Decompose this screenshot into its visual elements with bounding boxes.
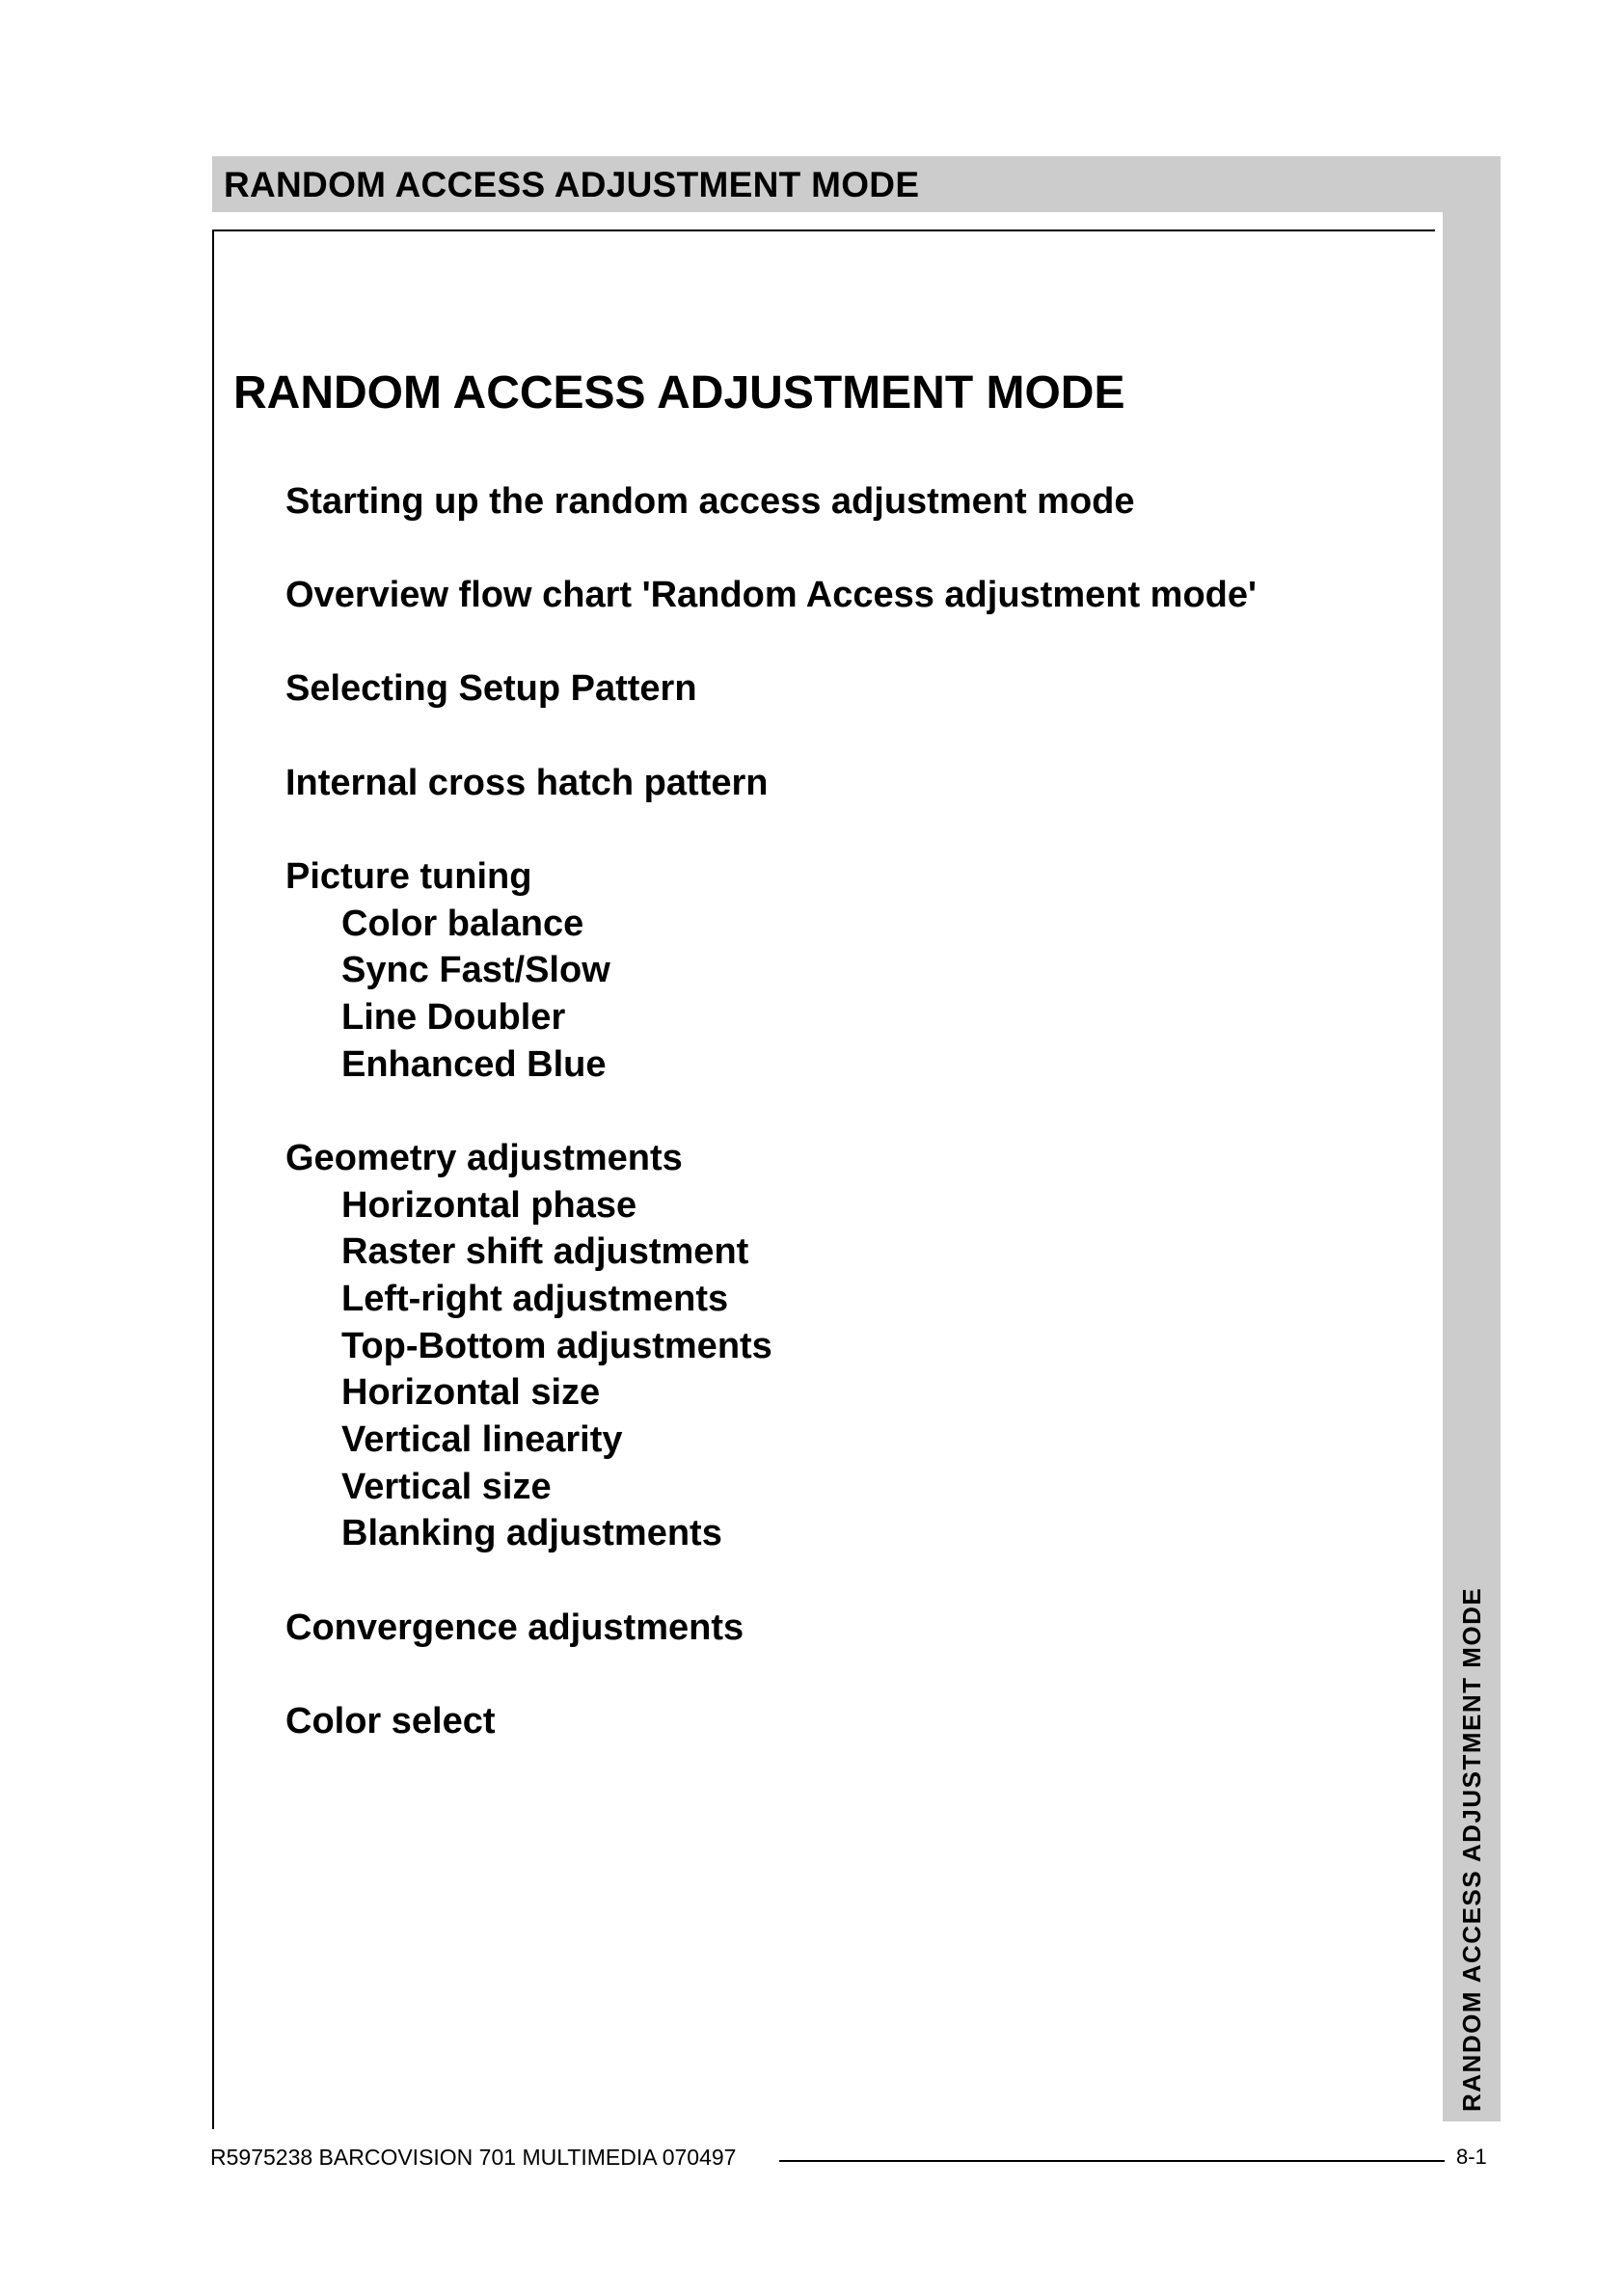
toc-subitem: Blanking adjustments (341, 1513, 722, 1553)
toc-item-picture-tuning: Picture tuning (285, 856, 532, 897)
toc-subitem: Vertical size (341, 1467, 552, 1507)
toc-item-starting-up: Starting up the random access adjustment mode (285, 481, 1135, 522)
toc-subitem: Enhanced Blue (341, 1044, 607, 1085)
toc-item-color-select: Color select (285, 1701, 496, 1742)
toc-subitem: Line Doubler (341, 997, 566, 1038)
toc-item-geometry: Geometry adjustments (285, 1138, 683, 1178)
toc-subitem: Color balance (341, 904, 584, 944)
toc-subitem: Sync Fast/Slow (341, 950, 610, 990)
page-number: 8-1 (1456, 2145, 1487, 2169)
header-title: RANDOM ACCESS ADJUSTMENT MODE (224, 165, 920, 204)
toc-item-overview: Overview flow chart 'Random Access adjustment mode' (285, 575, 1258, 615)
toc-subitem: Horizontal size (341, 1372, 601, 1413)
toc-subitem: Raster shift adjustment (341, 1231, 749, 1272)
frame-left-rule (212, 230, 214, 2129)
toc-subitem: Vertical linearity (341, 1419, 623, 1460)
toc-subitem: Horizontal phase (341, 1185, 637, 1226)
footer-doc-id: R5975238 BARCOVISION 701 MULTIMEDIA 070497 (210, 2145, 737, 2170)
toc-subitem: Top-Bottom adjustments (341, 1326, 772, 1366)
footer-rule (779, 2160, 1445, 2162)
page-title: RANDOM ACCESS ADJUSTMENT MODE (233, 367, 1125, 418)
side-tab-title: RANDOM ACCESS ADJUSTMENT MODE (1457, 1586, 1486, 2112)
toc-subitem: Left-right adjustments (341, 1279, 729, 1319)
toc-item-convergence: Convergence adjustments (285, 1607, 744, 1648)
frame-top-rule (212, 230, 1435, 231)
toc-item-cross-hatch: Internal cross hatch pattern (285, 763, 769, 803)
toc-item-selecting-setup: Selecting Setup Pattern (285, 668, 697, 709)
